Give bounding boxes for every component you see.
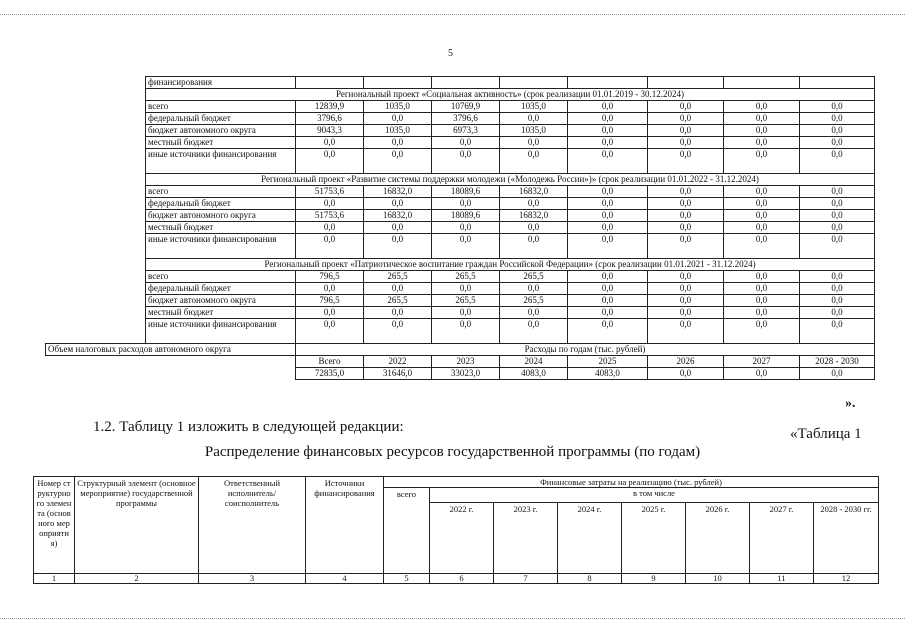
tax-value: 0,0 — [724, 368, 800, 380]
value-cell: 0,0 — [648, 198, 724, 210]
value-cell: 0,0 — [648, 149, 724, 174]
index-cell: 8 — [558, 574, 622, 584]
value-cell: 0,0 — [296, 137, 364, 149]
row-label: федеральный бюджет — [146, 198, 296, 210]
index-row — [34, 574, 879, 584]
table-row — [46, 137, 875, 149]
col-sources-header: Источники финансирования — [306, 477, 384, 574]
table1-header — [33, 476, 879, 584]
value-cell: 0,0 — [800, 149, 875, 174]
tax-value: 31646,0 — [364, 368, 432, 380]
empty-cell — [568, 77, 648, 89]
value-cell: 0,0 — [500, 319, 568, 344]
row-label: всего — [146, 271, 296, 283]
tax-column-header: 2027 — [724, 356, 800, 368]
value-cell: 0,0 — [648, 271, 724, 283]
value-cell: 0,0 — [800, 113, 875, 125]
index-cell: 12 — [814, 574, 879, 584]
value-cell: 1035,0 — [364, 101, 432, 113]
table-row — [46, 101, 875, 113]
tax-value: 33023,0 — [432, 368, 500, 380]
project-title: Региональный проект «Социальная активность» (срок реализации 01.01.2019 - 30.12.2024) — [146, 89, 875, 101]
value-cell: 0,0 — [364, 149, 432, 174]
value-cell: 16832,0 — [500, 210, 568, 222]
blank-cell — [46, 234, 146, 259]
index-cell: 4 — [306, 574, 384, 584]
value-cell: 1035,0 — [500, 125, 568, 137]
blank-cell — [46, 101, 146, 113]
year-header: 2024 г. — [558, 503, 622, 574]
table-row — [46, 186, 875, 198]
blank-cell — [46, 77, 146, 89]
tax-column-header: 2026 — [648, 356, 724, 368]
table-row — [46, 125, 875, 137]
value-cell: 1035,0 — [500, 101, 568, 113]
table-row — [46, 222, 875, 234]
value-cell: 0,0 — [364, 137, 432, 149]
value-cell: 0,0 — [800, 283, 875, 295]
empty-cell — [800, 77, 875, 89]
value-cell: 0,0 — [800, 234, 875, 259]
tax-column-header: 2028 - 2030 — [800, 356, 875, 368]
value-cell: 0,0 — [568, 198, 648, 210]
table-row — [46, 234, 875, 259]
project-title-row — [46, 259, 875, 271]
value-cell: 0,0 — [296, 283, 364, 295]
empty-cell — [500, 77, 568, 89]
value-cell: 0,0 — [364, 234, 432, 259]
value-cell: 0,0 — [568, 125, 648, 137]
value-cell: 0,0 — [800, 271, 875, 283]
row-label: местный бюджет — [146, 137, 296, 149]
col-element-header: Структурный элемент (основное мероприятие) государственной программы — [75, 477, 199, 574]
funding-table — [45, 76, 875, 380]
value-cell: 0,0 — [500, 137, 568, 149]
project-title: Региональный проект «Патриотическое воспитание граждан Российской Федерации» (срок реализации 01.01.2021 - 31.12.2024) — [146, 259, 875, 271]
value-cell: 0,0 — [364, 307, 432, 319]
value-cell: 0,0 — [800, 101, 875, 113]
tax-header-row — [46, 344, 875, 356]
col-number-header: Номер структурного элемента (основного мероприятия) — [34, 477, 75, 574]
index-cell: 7 — [494, 574, 558, 584]
value-cell: 0,0 — [568, 307, 648, 319]
value-cell: 0,0 — [296, 222, 364, 234]
tax-value: 72835,0 — [296, 368, 364, 380]
value-cell: 0,0 — [648, 210, 724, 222]
scan-edge-bottom — [0, 618, 905, 619]
year-header: 2028 - 2030 гг. — [814, 503, 879, 574]
value-cell: 265,5 — [500, 295, 568, 307]
value-cell: 0,0 — [364, 319, 432, 344]
tax-column-header: 2025 — [568, 356, 648, 368]
value-cell: 16832,0 — [364, 210, 432, 222]
page-number: 5 — [448, 48, 453, 59]
value-cell: 1035,0 — [364, 125, 432, 137]
value-cell: 0,0 — [648, 295, 724, 307]
table1-header-row — [34, 477, 879, 488]
table-row — [46, 319, 875, 344]
value-cell: 0,0 — [648, 137, 724, 149]
year-header: 2023 г. — [494, 503, 558, 574]
empty-cell — [364, 77, 432, 89]
value-cell: 0,0 — [432, 222, 500, 234]
table-title: Распределение финансовых ресурсов государственной программы (по годам) — [204, 444, 701, 460]
value-cell: 0,0 — [648, 283, 724, 295]
blank-cell — [46, 186, 146, 198]
value-cell: 16832,0 — [500, 186, 568, 198]
blank-cell — [46, 210, 146, 222]
index-cell: 9 — [622, 574, 686, 584]
value-cell: 0,0 — [432, 307, 500, 319]
row-label: всего — [146, 186, 296, 198]
blank-cell — [46, 89, 146, 101]
blank-cell — [46, 113, 146, 125]
value-cell: 51753,6 — [296, 186, 364, 198]
value-cell: 0,0 — [500, 198, 568, 210]
value-cell: 0,0 — [800, 186, 875, 198]
value-cell: 0,0 — [800, 222, 875, 234]
value-cell: 0,0 — [568, 113, 648, 125]
tax-column-header: Всего — [296, 356, 364, 368]
index-cell: 1 — [34, 574, 75, 584]
value-cell: 265,5 — [500, 271, 568, 283]
table-row — [46, 295, 875, 307]
value-cell: 12839,9 — [296, 101, 364, 113]
row-label: бюджет автономного округа — [146, 295, 296, 307]
project-title-row — [46, 89, 875, 101]
empty-cell — [296, 77, 364, 89]
value-cell: 0,0 — [568, 186, 648, 198]
tax-value: 0,0 — [800, 368, 875, 380]
value-cell: 0,0 — [500, 113, 568, 125]
value-cell: 0,0 — [296, 198, 364, 210]
value-cell: 0,0 — [800, 307, 875, 319]
blank-cell — [46, 368, 296, 380]
value-cell: 265,5 — [364, 295, 432, 307]
tax-value: 4083,0 — [568, 368, 648, 380]
blank-cell — [46, 356, 296, 368]
total-header: всего — [384, 488, 430, 574]
value-cell: 0,0 — [724, 149, 800, 174]
value-cell: 16832,0 — [364, 186, 432, 198]
table-row — [46, 271, 875, 283]
table-row — [46, 283, 875, 295]
row-label: финансирования — [146, 77, 296, 89]
value-cell: 0,0 — [364, 198, 432, 210]
value-cell: 0,0 — [500, 222, 568, 234]
value-cell: 0,0 — [648, 234, 724, 259]
value-cell: 0,0 — [800, 295, 875, 307]
year-header: 2026 г. — [686, 503, 750, 574]
table-row — [46, 307, 875, 319]
value-cell: 0,0 — [648, 319, 724, 344]
row-label: иные источники финансирования — [146, 319, 296, 344]
value-cell: 0,0 — [500, 283, 568, 295]
index-cell: 10 — [686, 574, 750, 584]
table-row — [46, 77, 875, 89]
value-cell: 796,5 — [296, 295, 364, 307]
project-title: Региональный проект «Развитие системы поддержки молодежи («Молодежь России»)» (срок реализации 01.01.2022 - 31.12.2024) — [146, 174, 875, 186]
value-cell: 0,0 — [648, 101, 724, 113]
value-cell: 0,0 — [800, 137, 875, 149]
value-cell: 0,0 — [724, 319, 800, 344]
blank-cell — [46, 198, 146, 210]
amendment-heading: 1.2. Таблицу 1 изложить в следующей редакции: — [93, 419, 404, 435]
value-cell: 6973,3 — [432, 125, 500, 137]
blank-cell — [46, 137, 146, 149]
row-label: иные источники финансирования — [146, 234, 296, 259]
table-reference: «Таблица 1 — [790, 426, 862, 442]
value-cell: 0,0 — [432, 198, 500, 210]
empty-cell — [648, 77, 724, 89]
blank-cell — [46, 259, 146, 271]
value-cell: 0,0 — [724, 137, 800, 149]
row-label: федеральный бюджет — [146, 113, 296, 125]
tax-columns-row — [46, 356, 875, 368]
value-cell: 0,0 — [568, 137, 648, 149]
row-label: бюджет автономного округа — [146, 125, 296, 137]
value-cell: 0,0 — [296, 149, 364, 174]
value-cell: 0,0 — [724, 283, 800, 295]
value-cell: 0,0 — [568, 149, 648, 174]
tax-column-header: 2024 — [500, 356, 568, 368]
value-cell: 0,0 — [500, 307, 568, 319]
value-cell: 0,0 — [724, 125, 800, 137]
incl-header: в том числе — [430, 488, 879, 503]
table-row — [46, 149, 875, 174]
value-cell: 0,0 — [500, 149, 568, 174]
value-cell: 0,0 — [296, 307, 364, 319]
value-cell: 265,5 — [364, 271, 432, 283]
table-row — [46, 210, 875, 222]
value-cell: 0,0 — [648, 113, 724, 125]
value-cell: 0,0 — [800, 319, 875, 344]
value-cell: 0,0 — [800, 198, 875, 210]
tax-values-row — [46, 368, 875, 380]
value-cell: 3796,6 — [432, 113, 500, 125]
tax-column-header: 2023 — [432, 356, 500, 368]
value-cell: 265,5 — [432, 295, 500, 307]
index-cell: 6 — [430, 574, 494, 584]
value-cell: 0,0 — [724, 186, 800, 198]
value-cell: 0,0 — [648, 186, 724, 198]
value-cell: 0,0 — [724, 307, 800, 319]
value-cell: 0,0 — [724, 222, 800, 234]
index-cell: 5 — [384, 574, 430, 584]
empty-cell — [432, 77, 500, 89]
index-cell: 11 — [750, 574, 814, 584]
value-cell: 0,0 — [724, 234, 800, 259]
index-cell: 3 — [199, 574, 306, 584]
value-cell: 0,0 — [724, 113, 800, 125]
value-cell: 0,0 — [648, 222, 724, 234]
value-cell: 796,5 — [296, 271, 364, 283]
blank-cell — [46, 149, 146, 174]
year-header: 2025 г. — [622, 503, 686, 574]
table-row — [46, 198, 875, 210]
value-cell: 0,0 — [568, 295, 648, 307]
value-cell: 0,0 — [568, 283, 648, 295]
tax-label: Объем налоговых расходов автономного округа — [46, 344, 296, 356]
value-cell: 0,0 — [432, 234, 500, 259]
project-title-row — [46, 174, 875, 186]
tax-value: 0,0 — [648, 368, 724, 380]
funding-table-body — [46, 77, 875, 380]
value-cell: 0,0 — [724, 210, 800, 222]
blank-cell — [46, 283, 146, 295]
tax-header: Расходы по годам (тыс. рублей) — [296, 344, 875, 356]
row-label: иные источники финансирования — [146, 149, 296, 174]
index-cell: 2 — [75, 574, 199, 584]
blank-cell — [46, 319, 146, 344]
scan-edge-top — [0, 14, 905, 15]
value-cell: 0,0 — [800, 125, 875, 137]
tax-column-header: 2022 — [364, 356, 432, 368]
value-cell: 265,5 — [432, 271, 500, 283]
table-row — [46, 113, 875, 125]
value-cell: 9043,3 — [296, 125, 364, 137]
row-label: бюджет автономного округа — [146, 210, 296, 222]
value-cell: 0,0 — [296, 319, 364, 344]
value-cell: 0,0 — [568, 234, 648, 259]
blank-cell — [46, 307, 146, 319]
value-cell: 18089,6 — [432, 186, 500, 198]
value-cell: 0,0 — [296, 234, 364, 259]
value-cell: 0,0 — [432, 149, 500, 174]
value-cell: 0,0 — [648, 307, 724, 319]
value-cell: 0,0 — [364, 283, 432, 295]
value-cell: 0,0 — [432, 137, 500, 149]
blank-cell — [46, 125, 146, 137]
col-responsible-header: Ответственный исполнитель/соисполнитель — [199, 477, 306, 574]
empty-cell — [724, 77, 800, 89]
value-cell: 0,0 — [568, 271, 648, 283]
value-cell: 0,0 — [568, 222, 648, 234]
tax-value: 4083,0 — [500, 368, 568, 380]
blank-cell — [46, 295, 146, 307]
value-cell: 0,0 — [648, 125, 724, 137]
closing-quote: ». — [845, 396, 856, 411]
value-cell: 51753,6 — [296, 210, 364, 222]
value-cell: 0,0 — [432, 319, 500, 344]
value-cell: 0,0 — [568, 210, 648, 222]
value-cell: 0,0 — [432, 283, 500, 295]
blank-cell — [46, 174, 146, 186]
value-cell: 0,0 — [364, 113, 432, 125]
value-cell: 0,0 — [800, 210, 875, 222]
value-cell: 3796,6 — [296, 113, 364, 125]
value-cell: 0,0 — [364, 222, 432, 234]
row-label: местный бюджет — [146, 222, 296, 234]
year-header: 2027 г. — [750, 503, 814, 574]
year-header: 2022 г. — [430, 503, 494, 574]
value-cell: 0,0 — [724, 198, 800, 210]
value-cell: 0,0 — [568, 319, 648, 344]
row-label: всего — [146, 101, 296, 113]
value-cell: 0,0 — [724, 295, 800, 307]
row-label: местный бюджет — [146, 307, 296, 319]
blank-cell — [46, 222, 146, 234]
value-cell: 10769,9 — [432, 101, 500, 113]
value-cell: 0,0 — [724, 101, 800, 113]
row-label: федеральный бюджет — [146, 283, 296, 295]
value-cell: 0,0 — [568, 101, 648, 113]
costs-header: Финансовые затраты на реализацию (тыс. рублей) — [384, 477, 879, 488]
value-cell: 18089,6 — [432, 210, 500, 222]
value-cell: 0,0 — [500, 234, 568, 259]
value-cell: 0,0 — [724, 271, 800, 283]
blank-cell — [46, 271, 146, 283]
